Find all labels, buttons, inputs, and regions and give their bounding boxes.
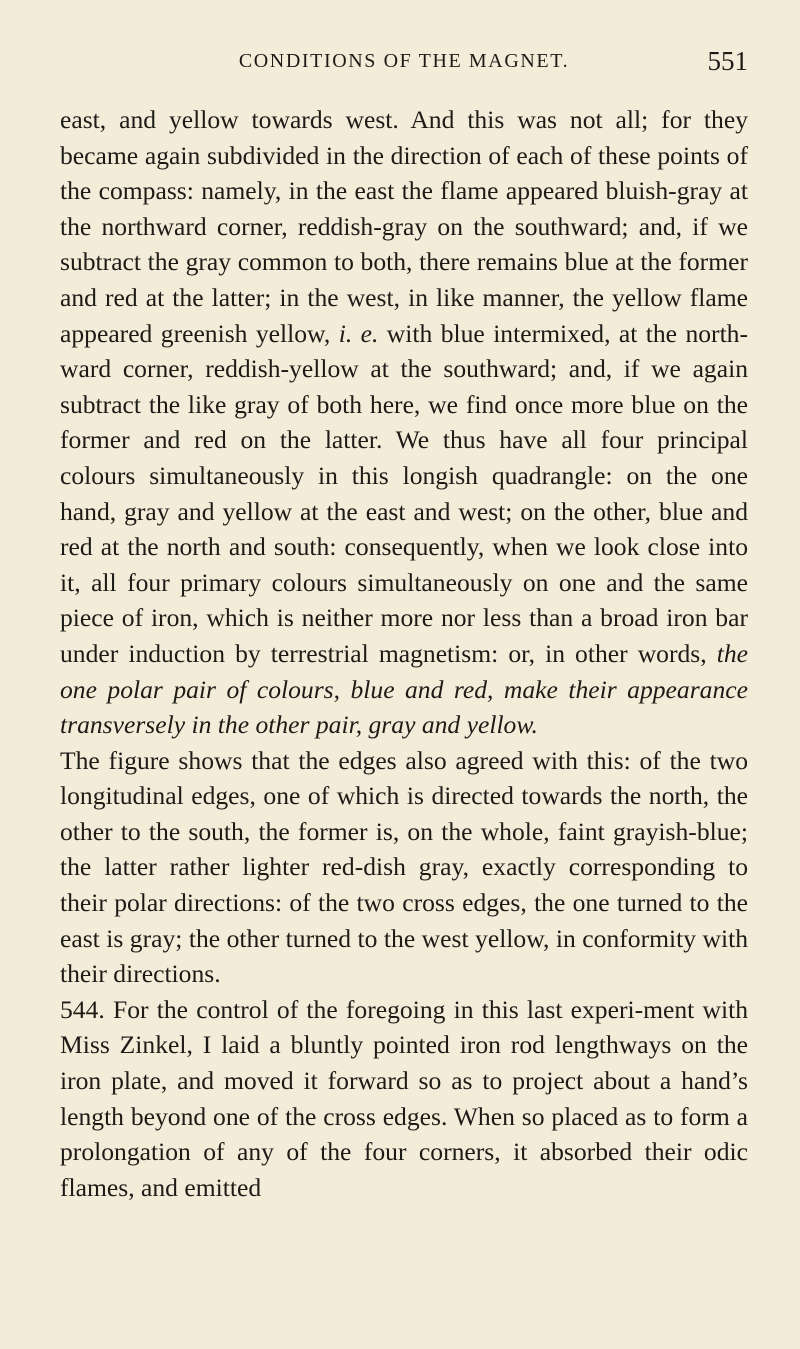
paragraph-3	[60, 992, 748, 1206]
paragraph-1-text-continued: with blue intermixed, at the north-ward corner, reddish-yellow at the southward; and, if we again subtract the like gray of both here, we find once more blue on the former and red on the latter. We thus have all four principal colours simultaneously in this longish quadrangle: on the one hand, gray and yellow at the east and west; on the other, blue and red at the north and south: consequently, when we look close into it, all four primary colours simultaneously on one and the same piece of iron, which is neither more nor less than a broad iron bar under induction by terrestrial magnetism: or, in other words,	[60, 318, 748, 668]
running-head-title: CONDITIONS OF THE MAGNET.	[238, 50, 570, 72]
paragraph-1-text: east, and yellow towards west. And this was not all; for they became again subdivided in the direction of each of these points of the compass: namely, in the east the flame appeared bluish-gray at the northward corner, reddish-gray on the southward; and, if we subtract the gray common to both, there remains blue at the former and red at the latter; in the west, in like manner, the yellow flame appeared greenish yellow,	[60, 105, 748, 348]
ie-abbreviation: i. e.	[338, 318, 379, 348]
paragraph-3-text: 544. For the control of the foregoing in this last experi-ment with Miss Zinkel, I laid a bluntly pointed iron rod lengthways on the iron plate, and moved it forward so as to project about a hand’s length beyond one of the cross edges. When so placed as to form a prolongation of any of the four corners, it absorbed their odic flames, and emitted	[60, 994, 748, 1202]
page-number: 551	[707, 46, 748, 76]
paragraph-2	[60, 743, 748, 992]
paragraph-2-text: The figure shows that the edges also agreed with this: of the two longitudinal edges, one of which is directed towards the north, the other to the south, the former is, on the whole, faint grayish-blue; the latter rather lighter red-dish gray, exactly corresponding to their polar directions: of the two cross edges, the one turned to the east is gray; the other turned to the west yellow, in conformity with their directions.	[60, 745, 748, 989]
running-head	[60, 46, 748, 80]
italic-conclusion: the one polar pair of colours, blue and red, make their appearance transversely in the other pair, gray and yellow.	[60, 638, 748, 740]
paragraph-1	[60, 102, 748, 743]
